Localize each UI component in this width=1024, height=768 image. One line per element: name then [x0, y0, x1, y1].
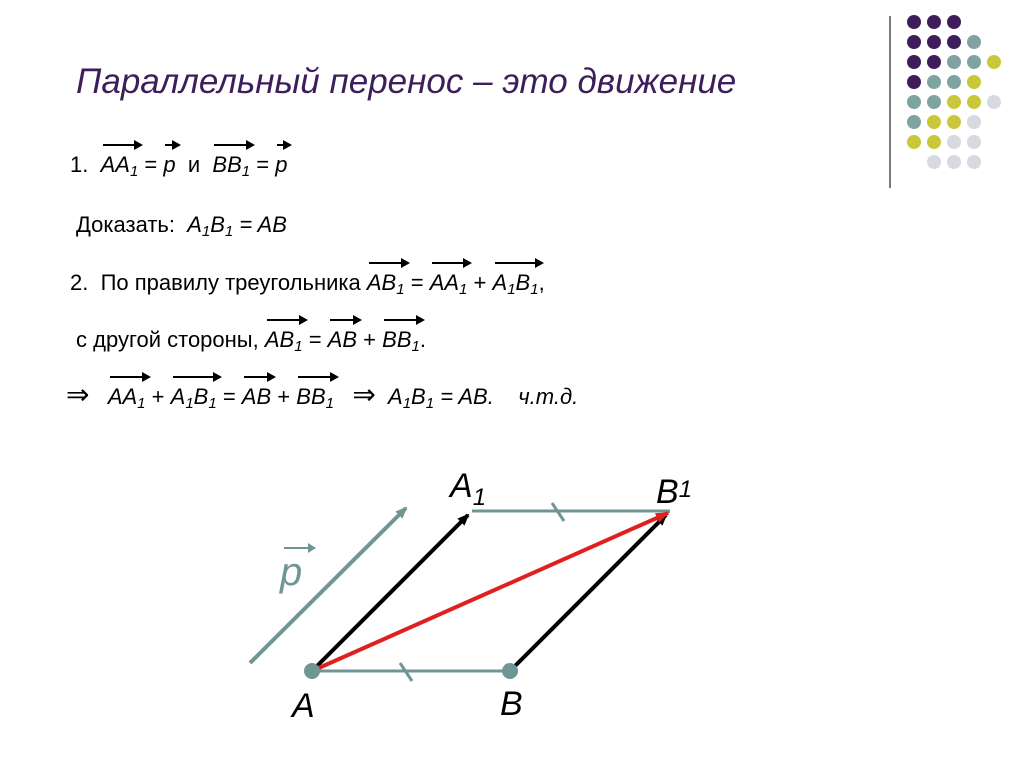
step-2-text: По правилу треугольника [100, 270, 361, 295]
vector-aa1: $AA_1$ [101, 150, 139, 187]
step-number: 2. [70, 270, 89, 295]
vector-a1b1: $A_1B_1$ [171, 382, 217, 419]
decorative-dot [907, 135, 921, 149]
step-number: 1. [70, 152, 89, 177]
decorative-dot [927, 135, 941, 149]
decorative-dot [927, 75, 941, 89]
equals-sign: = [410, 270, 424, 295]
decorative-dot [987, 55, 1001, 69]
prove-label: Доказать: [76, 212, 175, 237]
plus-sign: + [363, 327, 377, 352]
equals-sign: = [144, 152, 158, 177]
decorative-dot [927, 155, 941, 169]
decorative-dot [987, 95, 1001, 109]
decorative-dot [947, 15, 961, 29]
decorative-dot [907, 115, 921, 129]
decorative-dot [907, 75, 921, 89]
decorative-dot [947, 155, 961, 169]
plus-sign: + [473, 270, 487, 295]
vector-ab1: $AB_1$ [265, 325, 303, 362]
decorative-dot [967, 115, 981, 129]
decorative-dot [927, 15, 941, 29]
label-b: B [500, 685, 523, 723]
decorative-dot [927, 55, 941, 69]
step-1-line [70, 150, 287, 187]
decorative-dot [947, 135, 961, 149]
label-a1: $A_1$ [450, 467, 487, 511]
implies-arrow-icon: ⇒ [352, 379, 376, 410]
punctuation: , [538, 270, 545, 295]
decorative-dot [947, 55, 961, 69]
decorative-dot [967, 35, 981, 49]
decorative-dot [927, 35, 941, 49]
decorative-divider [889, 16, 891, 188]
implies-arrow-icon: ⇒ [66, 379, 90, 410]
segment-a1b1: $A_1B_1$ [388, 384, 435, 412]
equals-sign: = [308, 327, 322, 352]
decorative-dot [967, 75, 981, 89]
decorative-dot [907, 15, 921, 29]
vector-bb1: $BB_1$ [382, 325, 420, 362]
decorative-dot [947, 95, 961, 109]
vector-aa1-arrow [312, 515, 468, 671]
point-a [304, 663, 320, 679]
equals-sign: = [222, 384, 236, 409]
conjunction: и [187, 152, 201, 177]
vector-bb1-arrow [510, 515, 666, 671]
decorative-dot [967, 55, 981, 69]
decorative-dot [947, 115, 961, 129]
vector-a1b1: $A_1B_1$ [493, 268, 539, 305]
decorative-dot [967, 135, 981, 149]
vector-bb1: $BB_1$ [212, 150, 250, 187]
qed-mark: ч.т.д. [518, 384, 579, 409]
decorative-dot [967, 95, 981, 109]
punctuation: . [419, 327, 426, 352]
decorative-dot [947, 35, 961, 49]
decorative-dot [907, 55, 921, 69]
prove-rest: = AB [239, 212, 287, 237]
step-3-text: с другой стороны, [76, 327, 259, 352]
label-p: p [280, 550, 303, 594]
decorative-dot [927, 115, 941, 129]
decorative-dot [927, 95, 941, 109]
conclusion-line [66, 380, 578, 419]
decorative-dot-grid [900, 10, 1018, 170]
step-3-line [76, 325, 426, 362]
prove-line [76, 210, 287, 247]
vector-p: p [275, 150, 287, 180]
parallelogram-figure [240, 455, 720, 745]
label-a: A [292, 687, 315, 725]
plus-sign: + [277, 384, 291, 409]
vector-aa1: $AA_1$ [108, 382, 146, 419]
decorative-dot [907, 95, 921, 109]
vector-bb1: $BB_1$ [296, 382, 334, 419]
label-b1: B1 [656, 473, 693, 511]
plus-sign: + [151, 384, 165, 409]
equals-sign: = [256, 152, 270, 177]
result-rest: = AB. [440, 384, 494, 409]
decorative-dot [967, 155, 981, 169]
label-p-arrow-head [308, 543, 316, 553]
decorative-dot [947, 75, 961, 89]
vector-ab1: $AB_1$ [367, 268, 405, 305]
vector-aa1: $AA_1$ [430, 268, 468, 305]
step-2-line [70, 268, 545, 305]
vector-ab1-arrow [312, 513, 668, 671]
segment-a1b1: $A_1B_1$ [187, 212, 234, 240]
decorative-dot [907, 35, 921, 49]
point-b [502, 663, 518, 679]
slide-title: Параллельный перенос – это движение [76, 62, 737, 101]
vector-ab: AB [328, 325, 357, 355]
vector-ab: AB [242, 382, 271, 412]
vector-p: p [163, 150, 175, 180]
